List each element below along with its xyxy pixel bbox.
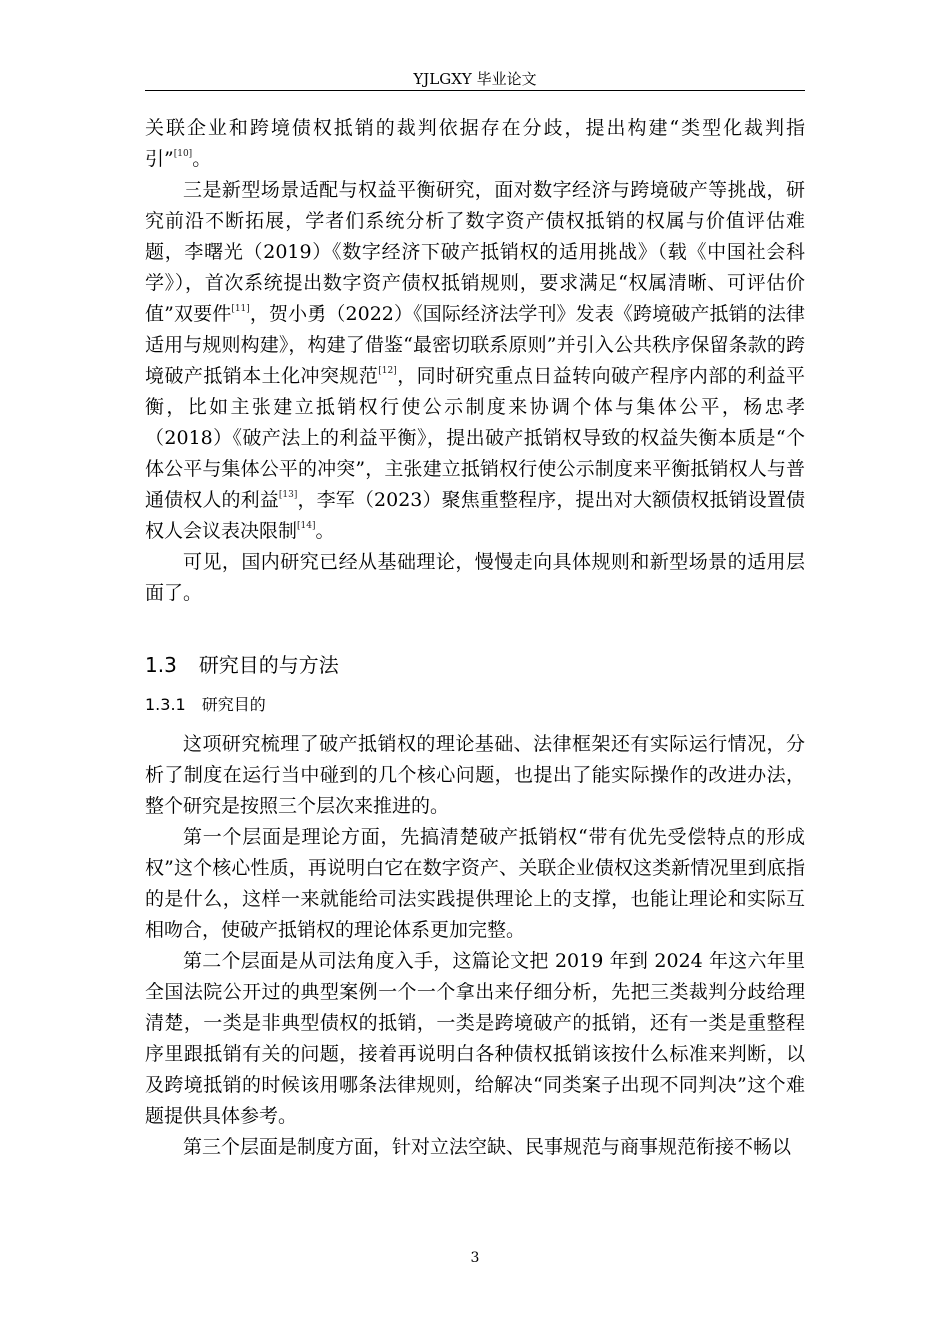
page-body bbox=[145, 113, 805, 1163]
paragraph-text: ，同时研究重点日益转向破产程序内部的利益平衡，比如主张建立抵销权行使公示制度来协调个体与集体公平，杨忠孝（2018）《破产法上的利益平衡》，提出破产抵销权导致的权益失衡本质是“个体公平与集体公平的冲突”，主张建立抵销权行使公示制度来平衡抵销权人与普通债权人的利益 bbox=[145, 365, 805, 511]
paragraph: 这项研究梳理了破产抵销权的理论基础、法律框架还有实际运行情况，分析了制度在运行当中碰到的几个核心问题，也提出了能实际操作的改进办法，整个研究是按照三个层次来推进的。 bbox=[145, 733, 805, 817]
paragraph: 第一个层面是理论方面，先搞清楚破产抵销权“带有优先受偿特点的形成权”这个核心性质，再说明白它在数字资产、关联企业债权这类新情况里到底指的是什么，这样一来就能给司法实践提供理论上的支撑，也能让理论和实际互相吻合，使破产抵销权的理论体系更加完整。 bbox=[145, 826, 805, 941]
page-header: YJLGXY 毕业论文 bbox=[413, 70, 537, 88]
paragraph-text: 三是新型场景适配与权益平衡研究，面对数字经济与跨境破产等挑战，研究前沿不断拓展，学者们系统分析了数字资产债权抵销的权属与价值评估难题，李曙光（2019）《数字经济下破产抵销权的适用挑战》（载《中国社会科学》），首次系统提出数字资产债权抵销规则，要求满足“权属清晰、可评估价值”双要件 bbox=[145, 179, 805, 325]
paragraph-continuation bbox=[145, 113, 805, 175]
subsection-title: 研究目的 bbox=[201, 695, 266, 714]
paragraph-text: 。 bbox=[192, 148, 212, 170]
citation-ref: [11] bbox=[231, 304, 250, 314]
paragraph-summary: 可见，国内研究已经从基础理论，慢慢走向具体规则和新型场景的适用层面了。 bbox=[145, 551, 805, 604]
section-number: 1.3 bbox=[145, 653, 177, 677]
header-divider bbox=[145, 90, 805, 91]
subsection-number: 1.3.1 bbox=[145, 695, 186, 714]
paragraph-text: 关联企业和跨境债权抵销的裁判依据存在分歧，提出构建“类型化裁判指引” bbox=[145, 117, 805, 170]
citation-ref: [12] bbox=[378, 366, 397, 376]
citation-ref: [14] bbox=[297, 521, 316, 531]
paragraph-text: 。 bbox=[315, 520, 335, 542]
paragraph-new-scenarios bbox=[145, 175, 805, 547]
citation-ref: [10] bbox=[173, 149, 193, 159]
paragraph-text: ，李军（2023）聚焦重整程序，提出对大额债权抵销设置债权人会议表决限制 bbox=[145, 489, 805, 542]
subsection-heading bbox=[145, 693, 805, 717]
paragraph-text: ，贺小勇（2022）《国际经济法学刊》发表《跨境破产抵销的法律适用与规则构建》，构建了借鉴“最密切联系原则”并引入公共秩序保留条款的跨境破产抵销本土化冲突规范 bbox=[145, 303, 805, 387]
section-heading bbox=[145, 651, 805, 679]
paragraph: 第二个层面是从司法角度入手，这篇论文把 2019 年到 2024 年这六年里全国法院公开过的典型案例一个一个拿出来仔细分析，先把三类裁判分歧给理清楚，一类是非典型债权的抵销，一类是跨境破产的抵销，还有一类是重整程序里跟抵销有关的问题，接着再说明白各种债权抵销该按什么标准来判断，以及跨境抵销的时候该用哪条法律规则，给解决“同类案子出现不同判决”这个难题提供具体参考。 bbox=[145, 950, 805, 1127]
citation-ref: [13] bbox=[278, 490, 298, 500]
paragraph: 第三个层面是制度方面，针对立法空缺、民事规范与商事规范衔接不畅以 bbox=[183, 1136, 792, 1158]
section-title: 研究目的与方法 bbox=[198, 653, 339, 677]
page-number: 3 bbox=[470, 1250, 480, 1266]
